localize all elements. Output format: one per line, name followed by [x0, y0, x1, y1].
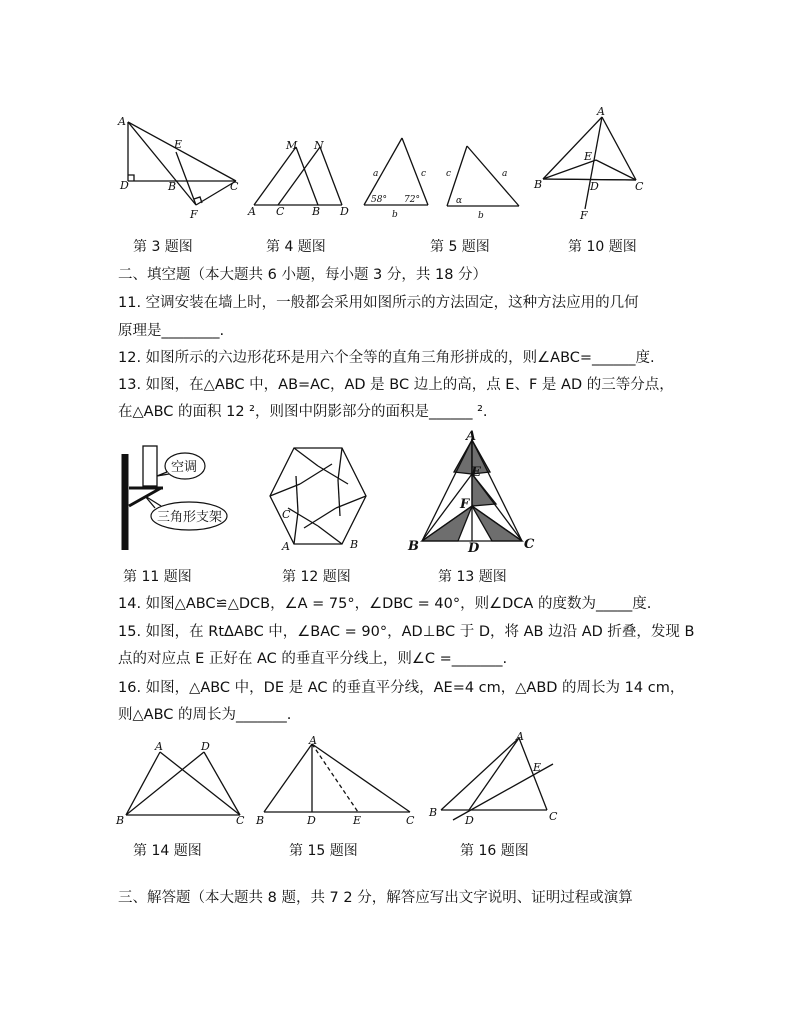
angle-alpha: α — [456, 196, 463, 206]
label-e: E — [584, 150, 593, 163]
question-11-line1: 11. 空调安装在墙上时，一般都会采用如图所示的方法固定，这种方法应用的几何 — [118, 295, 639, 311]
side-c: c — [421, 169, 427, 179]
label-a: A — [309, 734, 317, 747]
side-a: a — [373, 169, 379, 179]
caption-q12: 第 12 题图 — [282, 569, 351, 585]
label-n: N — [314, 139, 324, 152]
label-e: E — [174, 138, 183, 151]
caption-q15: 第 15 题图 — [289, 843, 358, 859]
label-e: E — [533, 761, 542, 774]
label-a: A — [118, 115, 126, 128]
label-c: C — [549, 810, 558, 823]
question-13-line1: 13. 如图，在△ABC 中，AB=AC，AD 是 BC 边上的高，点 E、F 是 AD 的三等分点， — [118, 377, 674, 393]
figure-q5-left — [355, 132, 435, 222]
label-b: B — [312, 205, 321, 218]
label-b: B — [408, 539, 419, 554]
label-a: A — [248, 205, 256, 218]
figure-q13 — [402, 428, 542, 556]
figure-q12 — [262, 442, 372, 554]
label-b: B — [256, 814, 265, 827]
label-a: A — [597, 105, 605, 118]
question-12: 12. 如图所示的六边形花环是用六个全等的直角三角形拼成的，则∠ABC=______度. — [118, 350, 655, 366]
label-b: B — [429, 806, 438, 819]
bubble-aircon: 空调 — [171, 460, 198, 475]
label-e: E — [471, 465, 481, 480]
caption-q14: 第 14 题图 — [133, 843, 202, 859]
question-15-line1: 15. 如图，在 RtΔABC 中，∠BAC = 90°，AD⊥BC 于 D，将 AB 边沿 AD 折叠，发现 B — [118, 624, 695, 640]
caption-q5: 第 5 题图 — [430, 239, 490, 255]
caption-q16: 第 16 题图 — [460, 843, 529, 859]
label-a: A — [155, 740, 163, 753]
label-d: D — [590, 180, 599, 193]
figure-q11 — [115, 440, 265, 555]
section3-title: 三、解答题（本大题共 8 题，共 7 2 分，解答应写出文字说明、证明过程或演算 — [118, 890, 633, 906]
label-b: B — [534, 178, 543, 191]
question-13-line2: 在△ABC 的面积 12 ²，则图中阴影部分的面积是______ ². — [118, 404, 488, 420]
label-a: A — [282, 540, 290, 553]
label-d: D — [465, 814, 474, 827]
label-e: E — [353, 814, 362, 827]
label-a: A — [516, 730, 524, 743]
side-a: a — [502, 169, 508, 179]
label-b: B — [350, 538, 359, 551]
label-c: C — [276, 205, 285, 218]
question-15-line2: 点的对应点 E 正好在 AC 的垂直平分线上，则∠C =_______. — [118, 651, 508, 667]
label-d: D — [201, 740, 210, 753]
side-b: b — [478, 211, 484, 221]
figure-q15 — [252, 732, 422, 830]
label-f: F — [580, 209, 588, 222]
question-16-line1: 16. 如图，△ABC 中，DE 是 AC 的垂直平分线，AE=4 cm，△ABD 的周长为 14 cm， — [118, 680, 685, 696]
question-14: 14. 如图△ABC≌△DCB，∠A = 75°，∠DBC = 40°，则∠DCA 的度数为_____度. — [118, 596, 652, 612]
figure-q3 — [112, 112, 247, 222]
figure-q10 — [530, 102, 650, 222]
label-m: M — [286, 139, 298, 152]
caption-q11: 第 11 题图 — [123, 569, 192, 585]
label-f: F — [190, 208, 198, 221]
label-c: C — [635, 180, 644, 193]
question-11-line2: 原理是________. — [118, 323, 225, 339]
label-b: B — [116, 814, 125, 827]
label-c: C — [230, 180, 239, 193]
label-c: C — [524, 537, 535, 552]
angle-58: 58° — [371, 195, 387, 205]
figure-q16 — [425, 728, 575, 830]
caption-q10: 第 10 题图 — [568, 239, 637, 255]
question-16-line2: 则△ABC 的周长为_______. — [118, 707, 292, 723]
angle-72: 72° — [404, 195, 420, 205]
figure-q14 — [112, 738, 252, 833]
caption-q3: 第 3 题图 — [133, 239, 193, 255]
caption-q4: 第 4 题图 — [266, 239, 326, 255]
label-c: C — [282, 508, 291, 521]
label-d: D — [340, 205, 349, 218]
label-a: A — [466, 429, 477, 444]
side-b: b — [392, 210, 398, 220]
label-b: B — [168, 180, 177, 193]
label-d: D — [468, 541, 480, 556]
side-c: c — [446, 169, 452, 179]
figure-q5-right — [440, 140, 525, 222]
figure-q4 — [242, 135, 357, 220]
label-d: D — [120, 179, 129, 192]
bubble-bracket: 三角形支架 — [157, 510, 223, 525]
label-c: C — [406, 814, 415, 827]
label-f: F — [460, 497, 470, 512]
label-d: D — [307, 814, 316, 827]
caption-q13: 第 13 题图 — [438, 569, 507, 585]
label-c: C — [236, 814, 245, 827]
section2-title: 二、填空题（本大题共 6 小题，每小题 3 分，共 18 分） — [118, 267, 488, 283]
